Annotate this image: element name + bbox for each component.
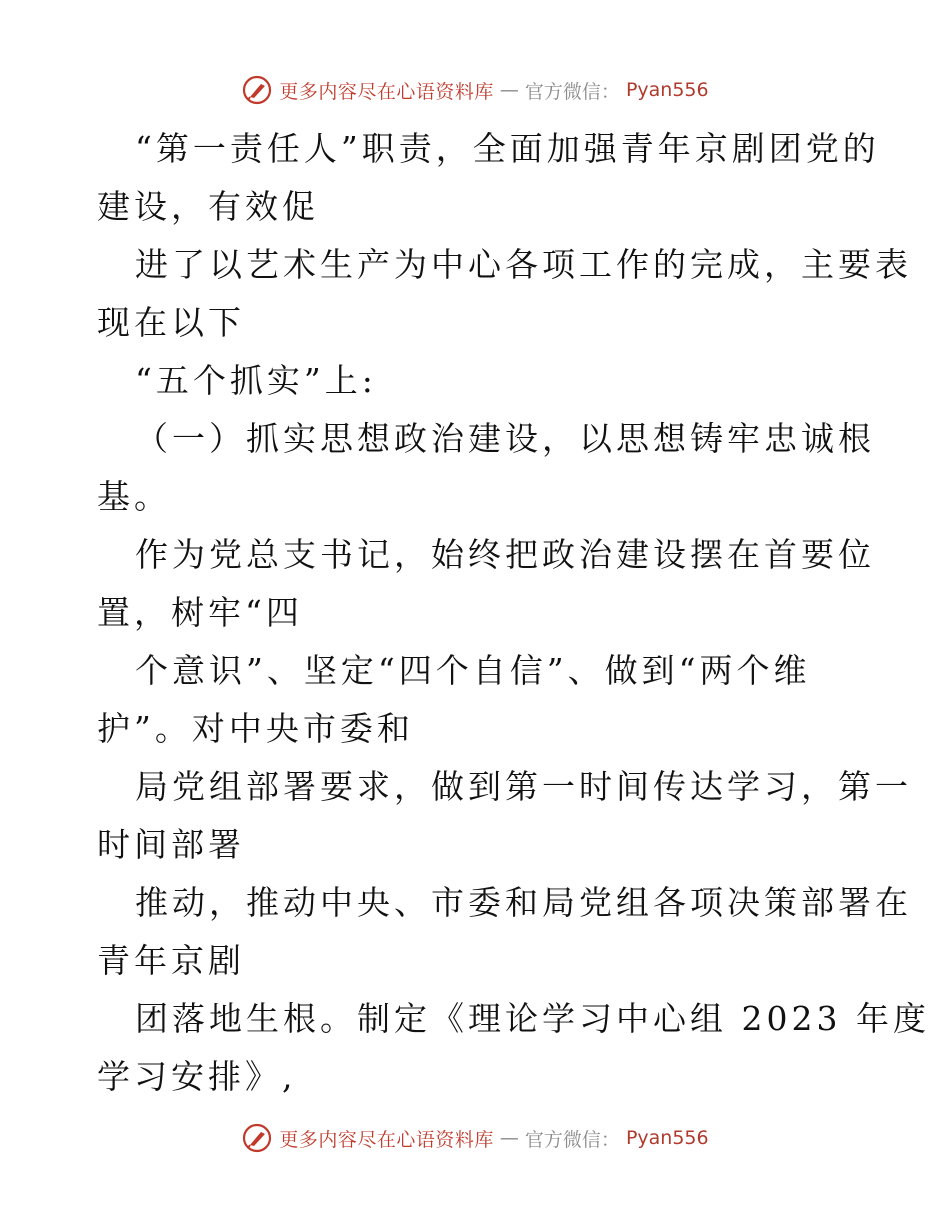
text-line: 青年京剧 [97,941,245,980]
footer-watermark [0,1118,950,1158]
text-line: 建设，有效促 [97,187,319,226]
watermark [241,74,708,106]
watermark-wechat-id: Pyan556 [625,1127,709,1149]
text-line: 作为党总支书记，始终把政治建设摆在首要位 [135,535,875,574]
text-line: 进了以艺术生产为中心各项工作的完成，主要表 [135,245,912,284]
text-line: 个意识”、坚定“四个自信”、做到“两个维 [135,651,811,690]
watermark-site-text: 更多内容尽在心语资料库 [279,80,494,103]
text-line: 局党组部署要求，做到第一时间传达学习，第一 [135,767,912,806]
text-line: 基。 [97,477,171,516]
watermark-wechat-label: 官方微信： [524,80,620,103]
text-line: 现在以下 [97,303,245,342]
watermark-wechat-id: Pyan556 [625,79,709,101]
watermark-dash: — [499,79,519,101]
text-line: 时间部署 [97,825,245,864]
text-line: 推动，推动中央、市委和局党组各项决策部署在 [135,883,912,922]
quill-icon [241,1122,273,1154]
watermark-dash: — [499,1127,519,1149]
text-line: 置，树牢“四 [97,593,303,632]
header-watermark [0,70,950,110]
watermark-wechat-label: 官方微信： [524,1128,620,1151]
text-line: 学习安排》, [97,1057,297,1096]
text-line: “第一责任人”职责，全面加强青年京剧团党的 [135,129,880,168]
text-line: “五个抓实”上: [135,361,377,400]
watermark-site-text: 更多内容尽在心语资料库 [279,1128,494,1151]
text-line: 护”。对中央市委和 [97,709,414,748]
text-line: （一）抓实思想政治建设，以思想铸牢忠诚根 [135,419,875,458]
quill-icon [241,74,273,106]
watermark [241,1122,708,1154]
text-line: 团落地生根。制定《理论学习中心组 2023 年度 [135,999,930,1038]
